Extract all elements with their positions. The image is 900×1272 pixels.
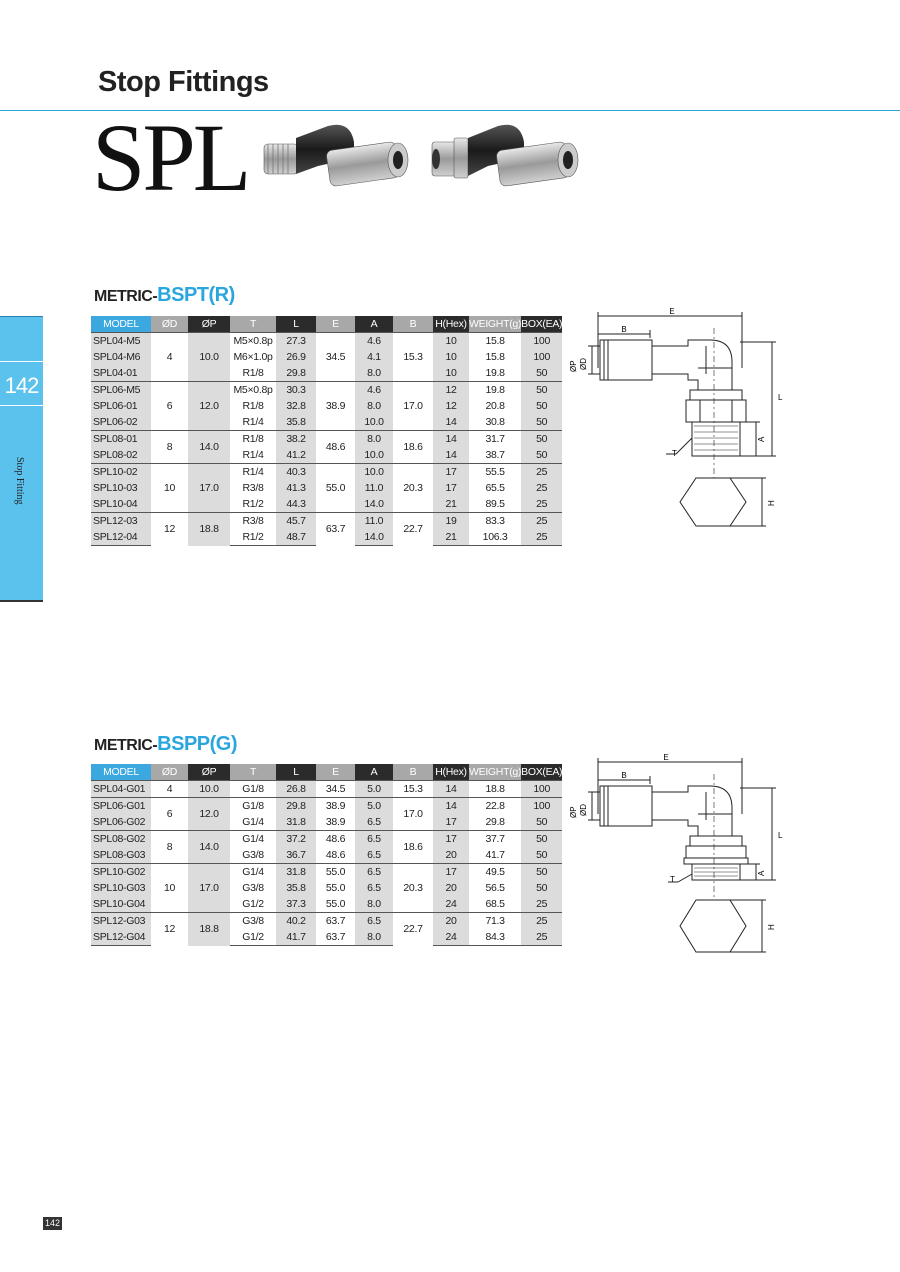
cell-a: 6.5 xyxy=(355,831,393,848)
cell-op: 10.0 xyxy=(188,333,230,382)
drawing-label-h: H xyxy=(767,924,776,930)
column-header: MODEL xyxy=(91,316,151,333)
cell-op: 10.0 xyxy=(188,781,230,798)
cell-thread: R3/8 xyxy=(230,513,276,530)
cell-l: 26.8 xyxy=(276,781,316,798)
cell-a: 8.0 xyxy=(355,896,393,913)
cell-thread: M5×0.8p xyxy=(230,333,276,350)
cell-box: 100 xyxy=(521,333,562,350)
drawing-label-b: B xyxy=(621,771,627,780)
cell-box: 25 xyxy=(521,496,562,513)
column-header: WEIGHT(g) xyxy=(469,764,521,781)
cell-thread: G3/8 xyxy=(230,913,276,930)
cell-b: 20.3 xyxy=(393,864,433,913)
cell-a: 8.0 xyxy=(355,398,393,414)
column-header: ØP xyxy=(188,764,230,781)
cell-box: 25 xyxy=(521,529,562,546)
cell-box: 50 xyxy=(521,864,562,881)
cell-hex: 10 xyxy=(433,365,469,382)
cell-weight: 84.3 xyxy=(469,929,521,946)
column-header: MODEL xyxy=(91,764,151,781)
cell-a: 14.0 xyxy=(355,529,393,546)
cell-od: 10 xyxy=(151,464,188,513)
column-header: BOX(EA) xyxy=(521,764,562,781)
column-header: H(Hex) xyxy=(433,764,469,781)
cell-e: 38.9 xyxy=(316,798,355,815)
table-row xyxy=(91,913,562,930)
cell-hex: 20 xyxy=(433,847,469,864)
cell-thread: R1/4 xyxy=(242,449,264,461)
drawing-label-e: E xyxy=(669,308,675,316)
spec-table-bspp xyxy=(91,764,562,946)
cell-model: SPL08-02 xyxy=(91,447,151,464)
cell-thread: R3/8 xyxy=(242,482,264,494)
drawing-label-a: A xyxy=(757,436,766,442)
column-header: A xyxy=(355,316,393,333)
cell-e: 34.5 xyxy=(316,781,355,798)
cell-weight: 30.8 xyxy=(485,416,505,428)
cell-model: SPL12-G04 xyxy=(91,929,151,946)
cell-a: 10.0 xyxy=(355,447,393,464)
cell-thread: R1/8 xyxy=(242,367,264,379)
cell-od: 4 xyxy=(151,333,188,382)
table-row xyxy=(91,864,562,881)
cell-box: 25 xyxy=(521,896,562,913)
cell-box: 50 xyxy=(521,831,562,848)
cell-model: SPL10-04 xyxy=(91,496,151,513)
cell-model: SPL10-G02 xyxy=(91,864,151,881)
drawing-label-d: ØD xyxy=(579,804,588,816)
product-photo-bspp xyxy=(428,118,588,198)
column-header: ØD xyxy=(151,764,188,781)
cell-weight: 19.8 xyxy=(469,382,521,399)
cell-od: 8 xyxy=(151,831,188,864)
cell-b: 20.3 xyxy=(393,464,433,513)
cell-model: SPL04-M6 xyxy=(91,349,151,365)
cell-box: 50 xyxy=(521,431,562,448)
cell-op: 17.0 xyxy=(188,464,230,513)
cell-op: 18.8 xyxy=(188,913,230,946)
cell-hex: 20 xyxy=(433,913,469,930)
section-title-bspp xyxy=(94,733,237,756)
cell-l: 26.9 xyxy=(276,349,316,365)
drawing-label-l: L xyxy=(778,831,783,840)
cell-model: SPL12-03 xyxy=(91,513,151,530)
drawing-label-a: A xyxy=(757,870,766,876)
table-row xyxy=(91,431,562,448)
cell-hex: 14 xyxy=(433,447,469,464)
cell-thread: R1/4 xyxy=(242,416,264,428)
cell-l: 37.2 xyxy=(276,831,316,848)
cell-model: SPL06-G02 xyxy=(91,814,151,831)
cell-thread: G1/2 xyxy=(242,898,264,910)
cell-box: 50 xyxy=(521,847,562,864)
table-header-row xyxy=(91,764,562,781)
cell-weight: 18.8 xyxy=(469,781,521,798)
cell-thread: M5×0.8p xyxy=(230,382,276,399)
cell-weight: 71.3 xyxy=(469,913,521,930)
cell-b: 15.3 xyxy=(393,781,433,798)
cell-e: 48.6 xyxy=(325,849,346,861)
drawing-label-l: L xyxy=(778,393,783,402)
cell-a: 4.6 xyxy=(355,382,393,399)
cell-box: 50 xyxy=(521,382,562,399)
section-title-suffix: BSPP(G) xyxy=(157,733,237,755)
column-header: E xyxy=(316,316,355,333)
column-header: B xyxy=(393,316,433,333)
cell-model: SPL04-01 xyxy=(91,365,151,382)
cell-box: 50 xyxy=(521,447,562,464)
cell-l: 41.7 xyxy=(276,929,316,946)
cell-e: 48.6 xyxy=(316,431,355,464)
cell-weight: 29.8 xyxy=(485,816,505,828)
cell-model: SPL12-04 xyxy=(91,529,151,546)
cell-op: 18.8 xyxy=(188,513,230,546)
column-header: ØP xyxy=(188,316,230,333)
cell-model: SPL12-G03 xyxy=(91,913,151,930)
drawing-label-t: T xyxy=(672,449,677,458)
table-row xyxy=(91,464,562,481)
cell-hex: 14 xyxy=(433,798,469,815)
column-header: A xyxy=(355,764,393,781)
cell-box: 50 xyxy=(521,365,562,382)
cell-hex: 10 xyxy=(433,349,469,365)
cell-e: 55.0 xyxy=(316,864,355,881)
dimension-drawing-bspt xyxy=(560,308,790,548)
cell-hex: 20 xyxy=(433,880,469,896)
cell-a: 5.0 xyxy=(355,798,393,815)
cell-b: 15.3 xyxy=(393,333,433,382)
cell-l: 44.3 xyxy=(276,496,316,513)
cell-b: 22.7 xyxy=(393,913,433,946)
cell-thread: G1/4 xyxy=(230,864,276,881)
cell-weight: 83.3 xyxy=(469,513,521,530)
cell-l: 45.7 xyxy=(276,513,316,530)
cell-model: SPL06-M5 xyxy=(91,382,151,399)
column-header: BOX(EA) xyxy=(521,316,562,333)
drawing-label-b: B xyxy=(621,325,627,334)
cell-model: SPL10-02 xyxy=(91,464,151,481)
cell-hex: 17 xyxy=(433,464,469,481)
cell-op: 12.0 xyxy=(188,382,230,431)
table-row xyxy=(91,781,562,798)
column-header: L xyxy=(276,764,316,781)
cell-weight: 68.5 xyxy=(485,898,505,910)
column-header: H(Hex) xyxy=(433,316,469,333)
cell-weight: 15.8 xyxy=(485,351,505,363)
cell-box: 50 xyxy=(521,398,562,414)
cell-thread: R1/8 xyxy=(230,431,276,448)
cell-hex: 17 xyxy=(433,814,469,831)
cell-hex: 19 xyxy=(433,513,469,530)
cell-box: 100 xyxy=(521,781,562,798)
cell-l: 31.8 xyxy=(276,814,316,831)
cell-hex: 14 xyxy=(433,414,469,431)
cell-weight: 31.7 xyxy=(469,431,521,448)
page-title: Stop Fittings xyxy=(98,66,269,98)
cell-l: 35.8 xyxy=(276,880,316,896)
section-title-suffix: BSPT(R) xyxy=(157,284,235,306)
cell-box: 25 xyxy=(521,480,562,496)
column-header: B xyxy=(393,764,433,781)
cell-l: 37.3 xyxy=(276,896,316,913)
product-photo-bspt xyxy=(258,118,418,198)
cell-model: SPL08-G03 xyxy=(91,847,151,864)
cell-thread: G3/8 xyxy=(242,849,264,861)
cell-model: SPL08-G02 xyxy=(91,831,151,848)
cell-b: 17.0 xyxy=(393,382,433,431)
column-header: ØD xyxy=(151,316,188,333)
cell-a: 8.0 xyxy=(355,431,393,448)
cell-model: SPL08-01 xyxy=(91,431,151,448)
cell-weight: 56.5 xyxy=(485,882,505,894)
cell-a: 8.0 xyxy=(355,365,393,382)
table-row xyxy=(91,831,562,848)
cell-thread: G1/2 xyxy=(230,929,276,946)
cell-hex: 12 xyxy=(433,382,469,399)
cell-thread: R1/4 xyxy=(230,464,276,481)
cell-a: 6.5 xyxy=(355,880,393,896)
column-header: L xyxy=(276,316,316,333)
cell-op: 14.0 xyxy=(188,431,230,464)
cell-model: SPL06-G01 xyxy=(91,798,151,815)
cell-e: 63.7 xyxy=(316,913,355,930)
column-header: WEIGHT(g) xyxy=(469,316,521,333)
cell-box: 25 xyxy=(521,913,562,930)
cell-l: 40.3 xyxy=(276,464,316,481)
cell-od: 8 xyxy=(151,431,188,464)
cell-box: 50 xyxy=(521,414,562,431)
cell-a: 6.5 xyxy=(355,913,393,930)
drawing-label-p: ØP xyxy=(569,806,578,818)
section-title-bspt xyxy=(94,284,235,307)
cell-l: 30.3 xyxy=(276,382,316,399)
cell-box: 50 xyxy=(521,880,562,896)
section-title-prefix: METRIC- xyxy=(94,737,158,754)
side-tab-divider xyxy=(0,405,43,406)
cell-model: SPL04-G01 xyxy=(91,781,151,798)
cell-weight: 55.5 xyxy=(469,464,521,481)
cell-hex: 12 xyxy=(433,398,469,414)
cell-a: 4.6 xyxy=(355,333,393,350)
cell-e: 63.7 xyxy=(316,929,355,946)
cell-e: 48.6 xyxy=(316,831,355,848)
side-tab-page: 142 xyxy=(4,373,39,398)
cell-a: 11.0 xyxy=(355,513,393,530)
cell-l: 32.8 xyxy=(276,398,316,414)
table-row xyxy=(91,513,562,530)
cell-model: SPL06-01 xyxy=(91,398,151,414)
cell-e: 38.9 xyxy=(325,816,346,828)
table-row xyxy=(91,382,562,399)
cell-l: 40.2 xyxy=(276,913,316,930)
cell-a: 5.0 xyxy=(355,781,393,798)
cell-l: 48.7 xyxy=(276,529,316,546)
column-header: E xyxy=(316,764,355,781)
cell-model: SPL10-G03 xyxy=(91,880,151,896)
side-tab xyxy=(0,316,43,602)
cell-hex: 21 xyxy=(433,529,469,546)
cell-l: 29.8 xyxy=(276,365,316,382)
cell-l: 41.2 xyxy=(276,447,316,464)
cell-l: 38.2 xyxy=(276,431,316,448)
cell-op: 12.0 xyxy=(188,798,230,831)
cell-a: 6.5 xyxy=(355,864,393,881)
cell-l: 27.3 xyxy=(276,333,316,350)
cell-thread: G1/8 xyxy=(230,798,276,815)
dimension-drawing-bspp xyxy=(560,754,790,984)
cell-l: 35.8 xyxy=(276,414,316,431)
cell-od: 6 xyxy=(151,798,188,831)
cell-a: 4.1 xyxy=(355,349,393,365)
cell-op: 17.0 xyxy=(188,864,230,913)
product-code: SPL xyxy=(92,104,249,211)
cell-b: 18.6 xyxy=(393,431,433,464)
cell-hex: 17 xyxy=(433,480,469,496)
cell-model: SPL10-G04 xyxy=(91,896,151,913)
cell-box: 100 xyxy=(521,349,562,365)
cell-weight: 15.8 xyxy=(469,333,521,350)
cell-weight: 20.8 xyxy=(485,400,505,412)
cell-weight: 22.8 xyxy=(469,798,521,815)
cell-a: 10.0 xyxy=(355,464,393,481)
side-tab-label: Stop Fitting xyxy=(14,457,25,505)
cell-e: 55.0 xyxy=(325,882,346,894)
cell-weight: 38.7 xyxy=(485,449,505,461)
cell-hex: 14 xyxy=(433,431,469,448)
cell-model: SPL06-02 xyxy=(91,414,151,431)
table-row xyxy=(91,333,562,350)
cell-l: 31.8 xyxy=(276,864,316,881)
table-header-row xyxy=(91,316,562,333)
cell-od: 12 xyxy=(151,513,188,546)
cell-thread: M6×1.0p xyxy=(233,351,273,363)
cell-weight: 89.5 xyxy=(485,498,505,510)
side-tab-divider xyxy=(0,361,43,362)
column-header: T xyxy=(230,316,276,333)
table-row xyxy=(91,798,562,815)
cell-hex: 14 xyxy=(433,781,469,798)
cell-a: 10.0 xyxy=(355,414,393,431)
cell-box: 100 xyxy=(521,798,562,815)
drawing-label-h: H xyxy=(767,500,776,506)
column-header: T xyxy=(230,764,276,781)
drawing-label-e: E xyxy=(663,754,669,762)
cell-a: 8.0 xyxy=(355,929,393,946)
cell-model: SPL10-03 xyxy=(91,480,151,496)
cell-hex: 21 xyxy=(433,496,469,513)
cell-box: 25 xyxy=(521,464,562,481)
cell-hex: 24 xyxy=(433,896,469,913)
cell-a: 6.5 xyxy=(355,814,393,831)
cell-thread: R1/2 xyxy=(242,498,264,510)
drawing-label-d: ØD xyxy=(579,358,588,370)
cell-od: 6 xyxy=(151,382,188,431)
spec-table-bspt xyxy=(91,316,562,546)
cell-thread: G1/8 xyxy=(230,781,276,798)
section-title-prefix: METRIC- xyxy=(94,288,158,305)
drawing-label-t: T xyxy=(670,875,675,884)
cell-e: 63.7 xyxy=(316,513,355,546)
cell-thread: G3/8 xyxy=(242,882,264,894)
cell-b: 17.0 xyxy=(393,798,433,831)
cell-a: 11.0 xyxy=(355,480,393,496)
cell-l: 36.7 xyxy=(276,847,316,864)
cell-hex: 17 xyxy=(433,831,469,848)
cell-e: 38.9 xyxy=(316,382,355,431)
cell-e: 34.5 xyxy=(316,333,355,382)
cell-weight: 19.8 xyxy=(485,367,505,379)
page-number: 142 xyxy=(44,1218,61,1228)
cell-hex: 10 xyxy=(433,333,469,350)
cell-e: 55.0 xyxy=(325,898,346,910)
cell-od: 12 xyxy=(151,913,188,946)
cell-od: 10 xyxy=(151,864,188,913)
cell-box: 25 xyxy=(521,513,562,530)
cell-weight: 49.5 xyxy=(469,864,521,881)
drawing-label-p: ØP xyxy=(569,360,578,372)
cell-a: 14.0 xyxy=(355,496,393,513)
cell-thread: R1/2 xyxy=(230,529,276,546)
cell-thread: G1/4 xyxy=(242,816,264,828)
cell-l: 29.8 xyxy=(276,798,316,815)
cell-model: SPL04-M5 xyxy=(91,333,151,350)
cell-box: 25 xyxy=(521,929,562,946)
cell-hex: 24 xyxy=(433,929,469,946)
cell-thread: R1/8 xyxy=(242,400,264,412)
cell-thread: G1/4 xyxy=(230,831,276,848)
cell-weight: 106.3 xyxy=(469,529,521,546)
cell-l: 41.3 xyxy=(276,480,316,496)
cell-b: 22.7 xyxy=(393,513,433,546)
cell-weight: 41.7 xyxy=(485,849,505,861)
cell-b: 18.6 xyxy=(393,831,433,864)
cell-op: 14.0 xyxy=(188,831,230,864)
cell-weight: 65.5 xyxy=(485,482,505,494)
cell-e: 55.0 xyxy=(316,464,355,513)
cell-od: 4 xyxy=(151,781,188,798)
cell-weight: 37.7 xyxy=(469,831,521,848)
cell-a: 6.5 xyxy=(355,847,393,864)
cell-box: 50 xyxy=(521,814,562,831)
cell-hex: 17 xyxy=(433,864,469,881)
